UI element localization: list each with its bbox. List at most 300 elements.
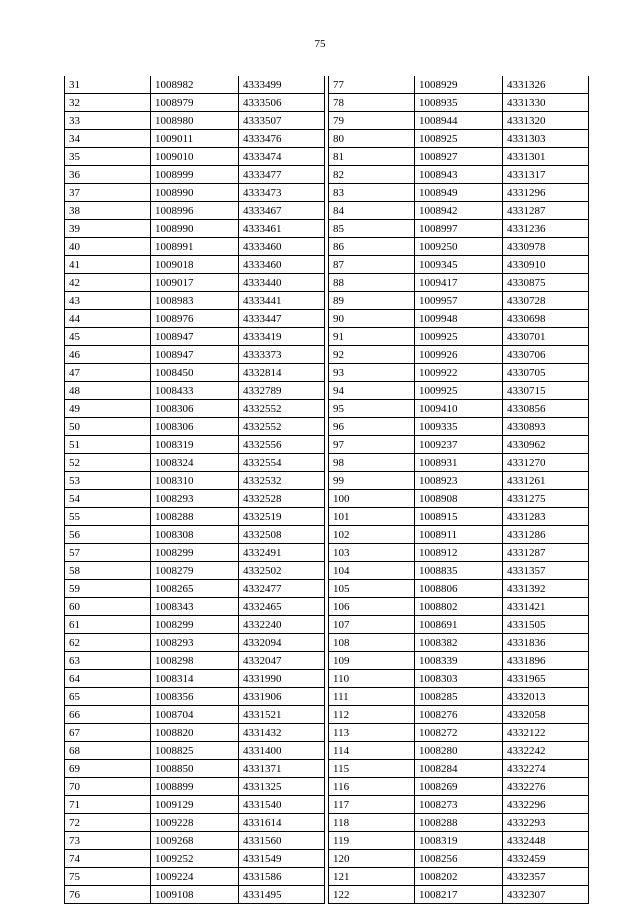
point-number-cell: 35	[65, 148, 151, 166]
point-number-cell: 102	[329, 526, 415, 544]
y-coordinate-cell: 4332276	[503, 778, 589, 796]
x-coordinate-cell: 1008704	[151, 706, 239, 724]
table-row	[65, 220, 325, 238]
point-number-cell: 47	[65, 364, 151, 382]
point-number-cell: 33	[65, 112, 151, 130]
y-coordinate-cell: 4332242	[503, 742, 589, 760]
x-coordinate-cell: 1009335	[415, 418, 503, 436]
table-row	[65, 616, 325, 634]
y-coordinate-cell: 4330856	[503, 400, 589, 418]
y-coordinate-cell: 4330706	[503, 346, 589, 364]
point-number-cell: 71	[65, 796, 151, 814]
table-row	[65, 238, 325, 256]
point-number-cell: 103	[329, 544, 415, 562]
y-coordinate-cell: 4333460	[239, 256, 325, 274]
y-coordinate-cell: 4332814	[239, 364, 325, 382]
point-number-cell: 57	[65, 544, 151, 562]
point-number-cell: 49	[65, 400, 151, 418]
y-coordinate-cell: 4331320	[503, 112, 589, 130]
x-coordinate-cell: 1008356	[151, 688, 239, 706]
point-number-cell: 55	[65, 508, 151, 526]
y-coordinate-cell: 4331330	[503, 94, 589, 112]
x-coordinate-cell: 1008314	[151, 670, 239, 688]
y-coordinate-cell: 4331357	[503, 562, 589, 580]
y-coordinate-cell: 4331303	[503, 130, 589, 148]
table-row	[329, 598, 589, 616]
x-coordinate-cell: 1008299	[151, 544, 239, 562]
point-number-cell: 109	[329, 652, 415, 670]
y-coordinate-cell: 4332357	[503, 868, 589, 886]
point-number-cell: 95	[329, 400, 415, 418]
table-row	[65, 256, 325, 274]
y-coordinate-cell: 4332552	[239, 400, 325, 418]
x-coordinate-cell: 1008269	[415, 778, 503, 796]
x-coordinate-cell: 1008319	[415, 832, 503, 850]
table-row	[65, 400, 325, 418]
y-coordinate-cell: 4330893	[503, 418, 589, 436]
y-coordinate-cell: 4331432	[239, 724, 325, 742]
table-row	[329, 850, 589, 868]
y-coordinate-cell: 4333499	[239, 76, 325, 94]
x-coordinate-cell: 1009957	[415, 292, 503, 310]
table-row	[329, 454, 589, 472]
x-coordinate-cell: 1008802	[415, 598, 503, 616]
y-coordinate-cell: 4333461	[239, 220, 325, 238]
x-coordinate-cell: 1008202	[415, 868, 503, 886]
x-coordinate-cell: 1008293	[151, 634, 239, 652]
table-row	[329, 760, 589, 778]
y-coordinate-cell: 4333373	[239, 346, 325, 364]
x-coordinate-cell: 1009925	[415, 382, 503, 400]
x-coordinate-cell: 1008980	[151, 112, 239, 130]
table-row	[65, 490, 325, 508]
y-coordinate-cell: 4331287	[503, 544, 589, 562]
y-coordinate-cell: 4331275	[503, 490, 589, 508]
x-coordinate-cell: 1008949	[415, 184, 503, 202]
table-row	[329, 688, 589, 706]
y-coordinate-cell: 4332477	[239, 580, 325, 598]
y-coordinate-cell: 4331614	[239, 814, 325, 832]
table-row	[65, 472, 325, 490]
y-coordinate-cell: 4332307	[503, 886, 589, 904]
x-coordinate-cell: 1009017	[151, 274, 239, 292]
point-number-cell: 53	[65, 472, 151, 490]
x-coordinate-cell: 1008944	[415, 112, 503, 130]
table-row	[329, 202, 589, 220]
table-row	[329, 112, 589, 130]
point-number-cell: 91	[329, 328, 415, 346]
y-coordinate-cell: 4332448	[503, 832, 589, 850]
y-coordinate-cell: 4333473	[239, 184, 325, 202]
point-number-cell: 59	[65, 580, 151, 598]
table-row	[329, 400, 589, 418]
x-coordinate-cell: 1009228	[151, 814, 239, 832]
x-coordinate-cell: 1009011	[151, 130, 239, 148]
point-number-cell: 101	[329, 508, 415, 526]
point-number-cell: 115	[329, 760, 415, 778]
x-coordinate-cell: 1009268	[151, 832, 239, 850]
point-number-cell: 54	[65, 490, 151, 508]
y-coordinate-cell: 4331540	[239, 796, 325, 814]
y-coordinate-cell: 4330978	[503, 238, 589, 256]
x-coordinate-cell: 1008935	[415, 94, 503, 112]
point-number-cell: 85	[329, 220, 415, 238]
y-coordinate-cell: 4332122	[503, 724, 589, 742]
point-number-cell: 90	[329, 310, 415, 328]
point-number-cell: 72	[65, 814, 151, 832]
table-row	[65, 526, 325, 544]
table-row	[65, 868, 325, 886]
y-coordinate-cell: 4333506	[239, 94, 325, 112]
point-number-cell: 81	[329, 148, 415, 166]
y-coordinate-cell: 4332502	[239, 562, 325, 580]
x-coordinate-cell: 1008999	[151, 166, 239, 184]
x-coordinate-cell: 1008915	[415, 508, 503, 526]
table-row	[65, 688, 325, 706]
point-number-cell: 66	[65, 706, 151, 724]
x-coordinate-cell: 1008293	[151, 490, 239, 508]
point-number-cell: 40	[65, 238, 151, 256]
table-row	[329, 418, 589, 436]
table-row	[65, 364, 325, 382]
x-coordinate-cell: 1008433	[151, 382, 239, 400]
x-coordinate-cell: 1008925	[415, 130, 503, 148]
y-coordinate-cell: 4331560	[239, 832, 325, 850]
y-coordinate-cell: 4331325	[239, 778, 325, 796]
point-number-cell: 121	[329, 868, 415, 886]
point-number-cell: 119	[329, 832, 415, 850]
point-number-cell: 97	[329, 436, 415, 454]
point-number-cell: 69	[65, 760, 151, 778]
x-coordinate-cell: 1008272	[415, 724, 503, 742]
y-coordinate-cell: 4333507	[239, 112, 325, 130]
table-row	[65, 706, 325, 724]
point-number-cell: 36	[65, 166, 151, 184]
table-row	[329, 490, 589, 508]
x-coordinate-cell: 1008931	[415, 454, 503, 472]
y-coordinate-cell: 4330701	[503, 328, 589, 346]
table-row	[65, 814, 325, 832]
y-coordinate-cell: 4332528	[239, 490, 325, 508]
table-row	[65, 292, 325, 310]
x-coordinate-cell: 1008927	[415, 148, 503, 166]
table-row	[329, 742, 589, 760]
table-row	[329, 346, 589, 364]
point-number-cell: 37	[65, 184, 151, 202]
table-row	[65, 436, 325, 454]
y-coordinate-cell: 4332274	[503, 760, 589, 778]
x-coordinate-cell: 1008911	[415, 526, 503, 544]
y-coordinate-cell: 4331906	[239, 688, 325, 706]
y-coordinate-cell: 4332556	[239, 436, 325, 454]
y-coordinate-cell: 4332058	[503, 706, 589, 724]
table-row	[329, 184, 589, 202]
y-coordinate-cell: 4331392	[503, 580, 589, 598]
y-coordinate-cell: 4333476	[239, 130, 325, 148]
point-number-cell: 32	[65, 94, 151, 112]
x-coordinate-cell: 1008288	[415, 814, 503, 832]
point-number-cell: 100	[329, 490, 415, 508]
point-number-cell: 31	[65, 76, 151, 94]
x-coordinate-cell: 1008899	[151, 778, 239, 796]
x-coordinate-cell: 1008990	[151, 220, 239, 238]
point-number-cell: 78	[329, 94, 415, 112]
x-coordinate-cell: 1009010	[151, 148, 239, 166]
table-row	[329, 274, 589, 292]
point-number-cell: 104	[329, 562, 415, 580]
point-number-cell: 83	[329, 184, 415, 202]
table-row	[65, 328, 325, 346]
x-coordinate-cell: 1009948	[415, 310, 503, 328]
x-coordinate-cell: 1008273	[415, 796, 503, 814]
y-coordinate-cell: 4333441	[239, 292, 325, 310]
point-number-cell: 60	[65, 598, 151, 616]
point-number-cell: 76	[65, 886, 151, 904]
y-coordinate-cell: 4331521	[239, 706, 325, 724]
coordinate-table-left-body	[65, 76, 325, 904]
table-row	[329, 796, 589, 814]
point-number-cell: 42	[65, 274, 151, 292]
y-coordinate-cell: 4331283	[503, 508, 589, 526]
point-number-cell: 94	[329, 382, 415, 400]
table-row	[329, 220, 589, 238]
x-coordinate-cell: 1008308	[151, 526, 239, 544]
table-row	[65, 652, 325, 670]
point-number-cell: 116	[329, 778, 415, 796]
point-number-cell: 43	[65, 292, 151, 310]
x-coordinate-cell: 1008806	[415, 580, 503, 598]
y-coordinate-cell: 4330875	[503, 274, 589, 292]
table-row	[65, 886, 325, 904]
point-number-cell: 88	[329, 274, 415, 292]
y-coordinate-cell: 4331495	[239, 886, 325, 904]
table-row	[329, 436, 589, 454]
y-coordinate-cell: 4332519	[239, 508, 325, 526]
x-coordinate-cell: 1008324	[151, 454, 239, 472]
page-number: 75	[314, 38, 326, 50]
y-coordinate-cell: 4331586	[239, 868, 325, 886]
y-coordinate-cell: 4330962	[503, 436, 589, 454]
table-row	[329, 130, 589, 148]
coordinate-table-right-body	[329, 76, 589, 904]
x-coordinate-cell: 1008691	[415, 616, 503, 634]
x-coordinate-cell: 1008923	[415, 472, 503, 490]
x-coordinate-cell: 1009345	[415, 256, 503, 274]
y-coordinate-cell: 4333474	[239, 148, 325, 166]
x-coordinate-cell: 1008279	[151, 562, 239, 580]
table-row	[329, 472, 589, 490]
point-number-cell: 120	[329, 850, 415, 868]
x-coordinate-cell: 1008303	[415, 670, 503, 688]
point-number-cell: 93	[329, 364, 415, 382]
x-coordinate-cell: 1008942	[415, 202, 503, 220]
y-coordinate-cell: 4330705	[503, 364, 589, 382]
y-coordinate-cell: 4331317	[503, 166, 589, 184]
point-number-cell: 38	[65, 202, 151, 220]
point-number-cell: 118	[329, 814, 415, 832]
x-coordinate-cell: 1008310	[151, 472, 239, 490]
x-coordinate-cell: 1008908	[415, 490, 503, 508]
table-row	[65, 76, 325, 94]
y-coordinate-cell: 4330698	[503, 310, 589, 328]
point-number-cell: 67	[65, 724, 151, 742]
x-coordinate-cell: 1008976	[151, 310, 239, 328]
point-number-cell: 108	[329, 634, 415, 652]
table-row	[65, 724, 325, 742]
point-number-cell: 110	[329, 670, 415, 688]
coordinate-table-right	[328, 76, 589, 904]
y-coordinate-cell: 4331236	[503, 220, 589, 238]
x-coordinate-cell: 1008276	[415, 706, 503, 724]
point-number-cell: 70	[65, 778, 151, 796]
y-coordinate-cell: 4331261	[503, 472, 589, 490]
point-number-cell: 87	[329, 256, 415, 274]
table-row	[329, 382, 589, 400]
point-number-cell: 105	[329, 580, 415, 598]
table-row	[65, 850, 325, 868]
x-coordinate-cell: 1008825	[151, 742, 239, 760]
x-coordinate-cell: 1008850	[151, 760, 239, 778]
y-coordinate-cell: 4332293	[503, 814, 589, 832]
y-coordinate-cell: 4332459	[503, 850, 589, 868]
x-coordinate-cell: 1008990	[151, 184, 239, 202]
y-coordinate-cell: 4331301	[503, 148, 589, 166]
point-number-cell: 34	[65, 130, 151, 148]
point-number-cell: 45	[65, 328, 151, 346]
y-coordinate-cell: 4332465	[239, 598, 325, 616]
point-number-cell: 52	[65, 454, 151, 472]
point-number-cell: 89	[329, 292, 415, 310]
x-coordinate-cell: 1008319	[151, 436, 239, 454]
point-number-cell: 84	[329, 202, 415, 220]
x-coordinate-cell: 1008991	[151, 238, 239, 256]
coordinate-tables	[64, 76, 588, 901]
y-coordinate-cell: 4333440	[239, 274, 325, 292]
table-row	[65, 112, 325, 130]
table-row	[65, 418, 325, 436]
y-coordinate-cell: 4331505	[503, 616, 589, 634]
table-row	[329, 652, 589, 670]
x-coordinate-cell: 1009108	[151, 886, 239, 904]
table-row	[329, 544, 589, 562]
x-coordinate-cell: 1008298	[151, 652, 239, 670]
table-row	[65, 742, 325, 760]
point-number-cell: 73	[65, 832, 151, 850]
point-number-cell: 117	[329, 796, 415, 814]
y-coordinate-cell: 4331421	[503, 598, 589, 616]
point-number-cell: 96	[329, 418, 415, 436]
point-number-cell: 48	[65, 382, 151, 400]
table-row	[329, 148, 589, 166]
table-row	[65, 778, 325, 796]
x-coordinate-cell: 1008306	[151, 418, 239, 436]
point-number-cell: 39	[65, 220, 151, 238]
x-coordinate-cell: 1008929	[415, 76, 503, 94]
y-coordinate-cell: 4333467	[239, 202, 325, 220]
x-coordinate-cell: 1008306	[151, 400, 239, 418]
table-row	[65, 382, 325, 400]
x-coordinate-cell: 1008285	[415, 688, 503, 706]
point-number-cell: 80	[329, 130, 415, 148]
x-coordinate-cell: 1008450	[151, 364, 239, 382]
table-row	[329, 886, 589, 904]
point-number-cell: 82	[329, 166, 415, 184]
y-coordinate-cell: 4332047	[239, 652, 325, 670]
table-row	[65, 346, 325, 364]
point-number-cell: 92	[329, 346, 415, 364]
y-coordinate-cell: 4332013	[503, 688, 589, 706]
table-row	[65, 562, 325, 580]
table-row	[329, 292, 589, 310]
x-coordinate-cell: 1008835	[415, 562, 503, 580]
x-coordinate-cell: 1008343	[151, 598, 239, 616]
point-number-cell: 68	[65, 742, 151, 760]
table-row	[329, 616, 589, 634]
point-number-cell: 46	[65, 346, 151, 364]
y-coordinate-cell: 4331287	[503, 202, 589, 220]
y-coordinate-cell: 4331270	[503, 454, 589, 472]
x-coordinate-cell: 1008284	[415, 760, 503, 778]
point-number-cell: 111	[329, 688, 415, 706]
table-row	[329, 778, 589, 796]
y-coordinate-cell: 4330910	[503, 256, 589, 274]
x-coordinate-cell: 1008996	[151, 202, 239, 220]
table-row	[65, 166, 325, 184]
x-coordinate-cell: 1008912	[415, 544, 503, 562]
table-row	[329, 310, 589, 328]
table-row	[329, 670, 589, 688]
x-coordinate-cell: 1008382	[415, 634, 503, 652]
x-coordinate-cell: 1009237	[415, 436, 503, 454]
y-coordinate-cell: 4333447	[239, 310, 325, 328]
table-row	[329, 256, 589, 274]
point-number-cell: 62	[65, 634, 151, 652]
table-row	[329, 706, 589, 724]
x-coordinate-cell: 1009925	[415, 328, 503, 346]
y-coordinate-cell: 4332508	[239, 526, 325, 544]
table-row	[65, 670, 325, 688]
point-number-cell: 64	[65, 670, 151, 688]
table-row	[65, 184, 325, 202]
y-coordinate-cell: 4331836	[503, 634, 589, 652]
x-coordinate-cell: 1008280	[415, 742, 503, 760]
y-coordinate-cell: 4331990	[239, 670, 325, 688]
table-row	[65, 832, 325, 850]
table-row	[65, 796, 325, 814]
y-coordinate-cell: 4332554	[239, 454, 325, 472]
y-coordinate-cell: 4333460	[239, 238, 325, 256]
table-row	[329, 814, 589, 832]
y-coordinate-cell: 4331965	[503, 670, 589, 688]
y-coordinate-cell: 4332240	[239, 616, 325, 634]
x-coordinate-cell: 1008983	[151, 292, 239, 310]
table-row	[65, 310, 325, 328]
table-row	[65, 598, 325, 616]
point-number-cell: 61	[65, 616, 151, 634]
point-number-cell: 65	[65, 688, 151, 706]
table-row	[329, 562, 589, 580]
x-coordinate-cell: 1008339	[415, 652, 503, 670]
table-row	[65, 454, 325, 472]
table-row	[329, 94, 589, 112]
table-row	[329, 508, 589, 526]
point-number-cell: 58	[65, 562, 151, 580]
x-coordinate-cell: 1009018	[151, 256, 239, 274]
table-row	[65, 130, 325, 148]
y-coordinate-cell: 4333419	[239, 328, 325, 346]
table-row	[329, 328, 589, 346]
y-coordinate-cell: 4332491	[239, 544, 325, 562]
